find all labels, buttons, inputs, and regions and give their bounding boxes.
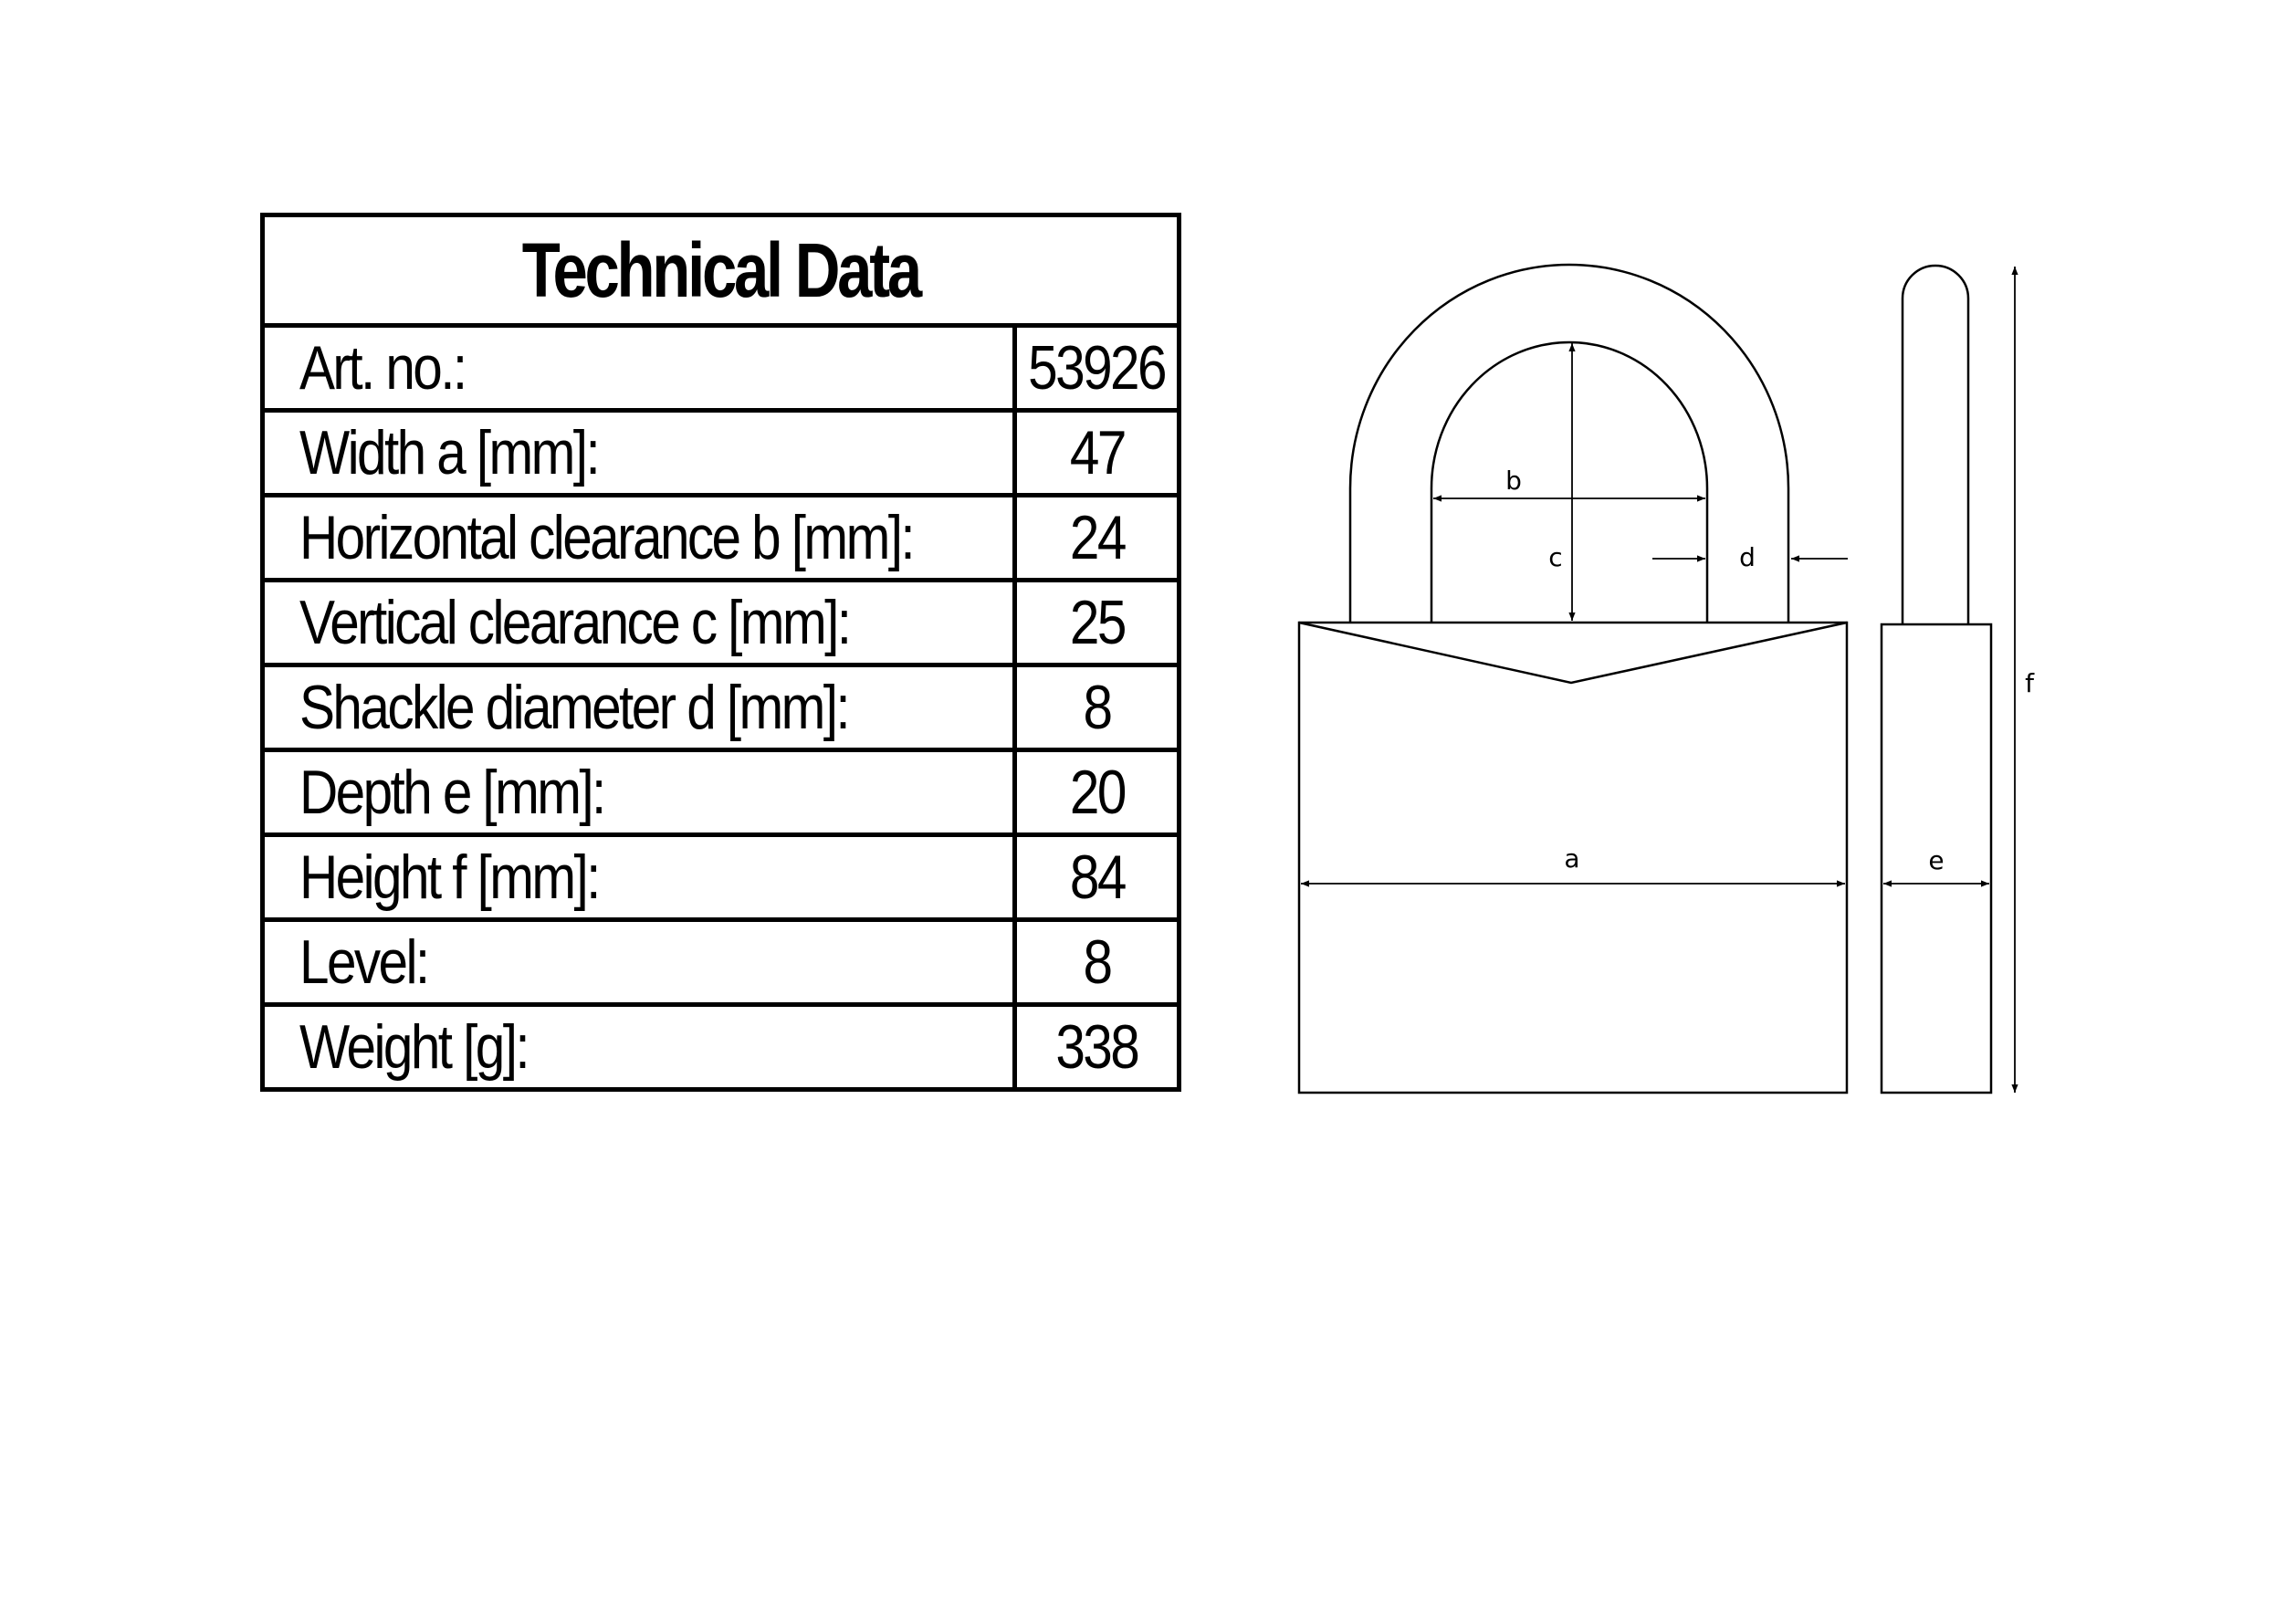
- row-label: Shackle diameter d [mm]:: [263, 665, 1015, 750]
- body-top-chevron: [1299, 623, 1847, 683]
- row-label: Level:: [263, 920, 1015, 1005]
- row-label: Height f [mm]:: [263, 835, 1015, 920]
- shackle-side: [1903, 266, 1968, 624]
- row-label: Horizontal clearance b [mm]:: [263, 496, 1015, 581]
- row-value: 24: [1015, 496, 1179, 581]
- table-title: Technical Data: [263, 215, 1179, 326]
- row-label: Weight [g]:: [263, 1005, 1015, 1090]
- label-a: a: [1564, 843, 1580, 874]
- label-c: c: [1548, 542, 1563, 572]
- label-f: f: [2025, 668, 2034, 698]
- row-value: 84: [1015, 835, 1179, 920]
- label-b: b: [1505, 466, 1522, 496]
- row-value: 8: [1015, 665, 1179, 750]
- row-label: Width a [mm]:: [263, 411, 1015, 496]
- shackle-inner: [1431, 342, 1707, 623]
- row-value: 25: [1015, 581, 1179, 665]
- label-e: e: [1928, 845, 1945, 875]
- shackle-outer: [1350, 265, 1788, 623]
- padlock-front-view: [1299, 265, 1847, 1093]
- row-label: Depth e [mm]:: [263, 750, 1015, 835]
- dimension-lines: [1301, 267, 2015, 1093]
- row-value: 53926: [1015, 326, 1179, 411]
- row-value: 20: [1015, 750, 1179, 835]
- row-value: 47: [1015, 411, 1179, 496]
- padlock-side-view: [1882, 266, 1991, 1093]
- row-value: 8: [1015, 920, 1179, 1005]
- label-d: d: [1739, 542, 1756, 572]
- row-value: 338: [1015, 1005, 1179, 1090]
- row-label: Vertical clearance c [mm]:: [263, 581, 1015, 665]
- row-label: Art. no.:: [263, 326, 1015, 411]
